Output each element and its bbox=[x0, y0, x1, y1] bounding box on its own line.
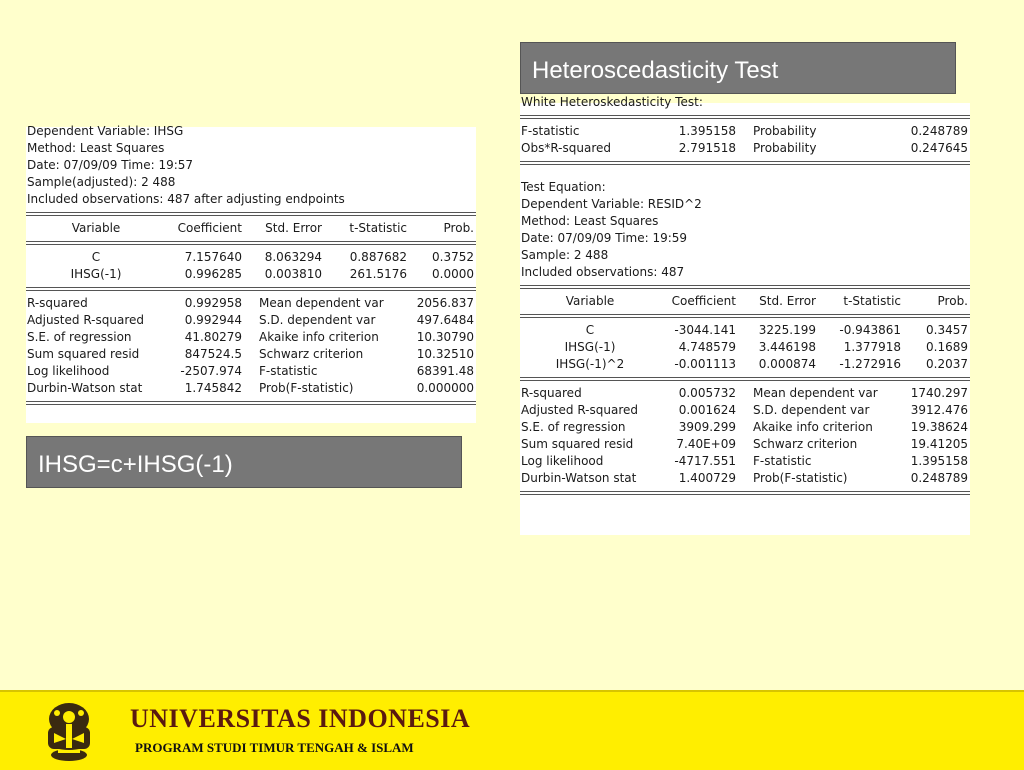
info-line bbox=[26, 191, 476, 208]
stat-row bbox=[520, 123, 970, 140]
table-cell: 0.0000 bbox=[432, 267, 474, 281]
table-row bbox=[520, 322, 970, 339]
stat-cell: 1.400729 bbox=[678, 471, 736, 485]
stat-cell: -4717.551 bbox=[674, 454, 736, 468]
divider bbox=[520, 377, 970, 381]
stat-cell: 1.745842 bbox=[184, 381, 242, 395]
right-table-header bbox=[520, 293, 970, 310]
stat-cell: Akaike info criterion bbox=[259, 330, 379, 344]
table-cell: 7.157640 bbox=[184, 250, 242, 264]
stat-row bbox=[26, 380, 476, 397]
table-cell: 3.446198 bbox=[758, 340, 816, 354]
stat-row bbox=[520, 140, 970, 157]
column-header: Variable bbox=[71, 221, 121, 235]
table-cell: 0.2037 bbox=[926, 357, 968, 371]
stat-cell: 10.30790 bbox=[416, 330, 474, 344]
stat-cell: 68391.48 bbox=[416, 364, 474, 378]
stat-cell: Durbin-Watson stat bbox=[521, 471, 637, 485]
stat-cell: 0.992958 bbox=[184, 296, 242, 310]
divider bbox=[520, 115, 970, 119]
table-cell: 3225.199 bbox=[758, 323, 816, 337]
table-cell: 0.3752 bbox=[432, 250, 474, 264]
stat-cell: 1740.297 bbox=[910, 386, 968, 400]
stat-cell: Log likelihood bbox=[27, 364, 110, 378]
stat-cell: S.D. dependent var bbox=[753, 403, 870, 417]
stat-cell: 1.395158 bbox=[910, 454, 968, 468]
divider bbox=[26, 212, 476, 216]
table-cell: 0.000874 bbox=[758, 357, 816, 371]
column-header: Variable bbox=[565, 294, 615, 308]
column-header: Std. Error bbox=[759, 294, 816, 308]
info-line bbox=[26, 123, 476, 140]
stat-cell: 19.41205 bbox=[910, 437, 968, 451]
stat-cell: 1.395158 bbox=[678, 124, 736, 138]
stat-cell: Adjusted R-squared bbox=[521, 403, 639, 417]
stat-cell: 0.000000 bbox=[416, 381, 474, 395]
stat-cell: S.E. of regression bbox=[521, 420, 626, 434]
table-cell: IHSG(-1) bbox=[564, 340, 616, 354]
stat-cell: Adjusted R-squared bbox=[27, 313, 145, 327]
stat-cell: Durbin-Watson stat bbox=[27, 381, 143, 395]
right-test-stats bbox=[520, 123, 970, 157]
right-info-block bbox=[520, 179, 970, 281]
table-cell: 261.5176 bbox=[349, 267, 407, 281]
info-text: Included observations: 487 bbox=[521, 265, 685, 279]
info-line bbox=[520, 247, 970, 264]
stat-cell: 7.40E+09 bbox=[676, 437, 736, 451]
stat-row bbox=[26, 346, 476, 363]
table-cell: 0.887682 bbox=[349, 250, 407, 264]
stat-cell: Schwarz criterion bbox=[259, 347, 364, 361]
info-line bbox=[520, 179, 970, 196]
stat-row bbox=[26, 363, 476, 380]
column-header: Coefficient bbox=[671, 294, 736, 308]
divider bbox=[520, 161, 970, 165]
stat-cell: 2056.837 bbox=[416, 296, 474, 310]
stat-cell: 0.247645 bbox=[910, 141, 968, 155]
stat-cell: 0.001624 bbox=[678, 403, 736, 417]
stat-cell: Prob(F-statistic) bbox=[753, 471, 848, 485]
column-header: Std. Error bbox=[265, 221, 322, 235]
table-row bbox=[26, 249, 476, 266]
table-cell: -0.001113 bbox=[674, 357, 736, 371]
table-row bbox=[26, 266, 476, 283]
table-row bbox=[520, 356, 970, 373]
info-line bbox=[520, 264, 970, 281]
stat-cell: -2507.974 bbox=[180, 364, 242, 378]
stat-cell: 3912.476 bbox=[910, 403, 968, 417]
column-header: Prob. bbox=[937, 294, 968, 308]
stat-cell: 2.791518 bbox=[678, 141, 736, 155]
stat-row bbox=[520, 453, 970, 470]
info-text: Method: Least Squares bbox=[27, 141, 165, 155]
info-text: Date: 07/09/09 Time: 19:59 bbox=[521, 231, 688, 245]
stat-cell: 0.992944 bbox=[184, 313, 242, 327]
stat-cell: 497.6484 bbox=[416, 313, 474, 327]
table-cell: IHSG(-1) bbox=[70, 267, 122, 281]
stat-cell: F-statistic bbox=[259, 364, 318, 378]
info-text: Included observations: 487 after adjusting endpoints bbox=[27, 192, 345, 206]
left-regression-output bbox=[26, 124, 476, 423]
table-cell: C bbox=[585, 323, 595, 337]
stat-cell: Prob(F-statistic) bbox=[259, 381, 354, 395]
info-line bbox=[26, 174, 476, 191]
stat-cell: 19.38624 bbox=[910, 420, 968, 434]
stat-cell: 10.32510 bbox=[416, 347, 474, 361]
test-title: White Heteroskedasticity Test: bbox=[521, 95, 703, 109]
info-line bbox=[520, 230, 970, 247]
stat-cell: R-squared bbox=[521, 386, 582, 400]
left-coef-rows bbox=[26, 249, 476, 283]
stat-cell: 847524.5 bbox=[184, 347, 242, 361]
divider bbox=[520, 314, 970, 318]
stat-row bbox=[26, 329, 476, 346]
university-name: UNIVERSITAS INDONESIA bbox=[130, 704, 471, 733]
university-seal-icon bbox=[36, 697, 102, 763]
right-title-box bbox=[520, 42, 956, 94]
info-line bbox=[26, 140, 476, 157]
stat-row bbox=[520, 419, 970, 436]
stat-row bbox=[520, 385, 970, 402]
column-header: Prob. bbox=[443, 221, 474, 235]
info-line bbox=[520, 213, 970, 230]
stat-cell: 41.80279 bbox=[184, 330, 242, 344]
stat-row bbox=[520, 470, 970, 487]
stat-cell: Probability bbox=[753, 124, 817, 138]
stat-row bbox=[520, 402, 970, 419]
stat-cell: 3909.299 bbox=[678, 420, 736, 434]
stat-cell: 0.005732 bbox=[678, 386, 736, 400]
info-text: Test Equation: bbox=[521, 180, 606, 194]
column-header: Coefficient bbox=[177, 221, 242, 235]
stat-cell: 0.248789 bbox=[910, 124, 968, 138]
info-text: Method: Least Squares bbox=[521, 214, 659, 228]
table-cell: 0.003810 bbox=[264, 267, 322, 281]
table-cell: 4.748579 bbox=[678, 340, 736, 354]
right-test-output bbox=[520, 95, 970, 535]
table-cell: 0.996285 bbox=[184, 267, 242, 281]
stat-cell: Akaike info criterion bbox=[753, 420, 873, 434]
stat-cell: F-statistic bbox=[753, 454, 812, 468]
column-header: t-Statistic bbox=[843, 294, 901, 308]
stat-cell: Sum squared resid bbox=[27, 347, 140, 361]
stat-cell: Schwarz criterion bbox=[753, 437, 858, 451]
stat-cell: F-statistic bbox=[521, 124, 580, 138]
stat-cell: Mean dependent var bbox=[753, 386, 878, 400]
right-coef-rows bbox=[520, 322, 970, 373]
info-text: Sample(adjusted): 2 488 bbox=[27, 175, 176, 189]
right-stats-block bbox=[520, 385, 970, 487]
stat-cell: Probability bbox=[753, 141, 817, 155]
left-table-header bbox=[26, 220, 476, 237]
footer-bar bbox=[0, 690, 1024, 770]
stat-cell: R-squared bbox=[27, 296, 88, 310]
stat-cell: Obs*R-squared bbox=[521, 141, 611, 155]
program-name: PROGRAM STUDI TIMUR TENGAH & ISLAM bbox=[135, 740, 414, 755]
stat-cell: S.D. dependent var bbox=[259, 313, 376, 327]
info-text: Sample: 2 488 bbox=[521, 248, 609, 262]
divider bbox=[26, 241, 476, 245]
info-text: Dependent Variable: IHSG bbox=[27, 124, 184, 138]
table-row bbox=[520, 339, 970, 356]
stat-cell: S.E. of regression bbox=[27, 330, 132, 344]
stat-row bbox=[26, 295, 476, 312]
table-cell: C bbox=[91, 250, 101, 264]
table-cell: IHSG(-1)^2 bbox=[555, 357, 625, 371]
table-cell: 0.1689 bbox=[926, 340, 968, 354]
divider bbox=[520, 285, 970, 289]
table-cell: -3044.141 bbox=[674, 323, 736, 337]
divider bbox=[26, 401, 476, 405]
info-text: Dependent Variable: RESID^2 bbox=[521, 197, 702, 211]
info-line bbox=[520, 196, 970, 213]
left-caption-box bbox=[26, 436, 462, 488]
table-cell: 8.063294 bbox=[264, 250, 322, 264]
stat-cell: Mean dependent var bbox=[259, 296, 384, 310]
stat-row bbox=[520, 436, 970, 453]
left-info-block bbox=[26, 123, 476, 208]
right-title: Heteroscedasticity Test bbox=[532, 57, 779, 84]
table-cell: -0.943861 bbox=[839, 323, 901, 337]
info-line bbox=[26, 157, 476, 174]
stat-row bbox=[26, 312, 476, 329]
info-text: Date: 07/09/09 Time: 19:57 bbox=[27, 158, 194, 172]
divider bbox=[26, 287, 476, 291]
column-header: t-Statistic bbox=[349, 221, 407, 235]
divider bbox=[520, 491, 970, 495]
stat-cell: 0.248789 bbox=[910, 471, 968, 485]
table-cell: 0.3457 bbox=[926, 323, 968, 337]
table-cell: -1.272916 bbox=[839, 357, 901, 371]
left-stats-block bbox=[26, 295, 476, 397]
left-caption: IHSG=c+IHSG(-1) bbox=[38, 451, 233, 478]
stat-cell: Sum squared resid bbox=[521, 437, 634, 451]
table-cell: 1.377918 bbox=[843, 340, 901, 354]
stat-cell: Log likelihood bbox=[521, 454, 604, 468]
